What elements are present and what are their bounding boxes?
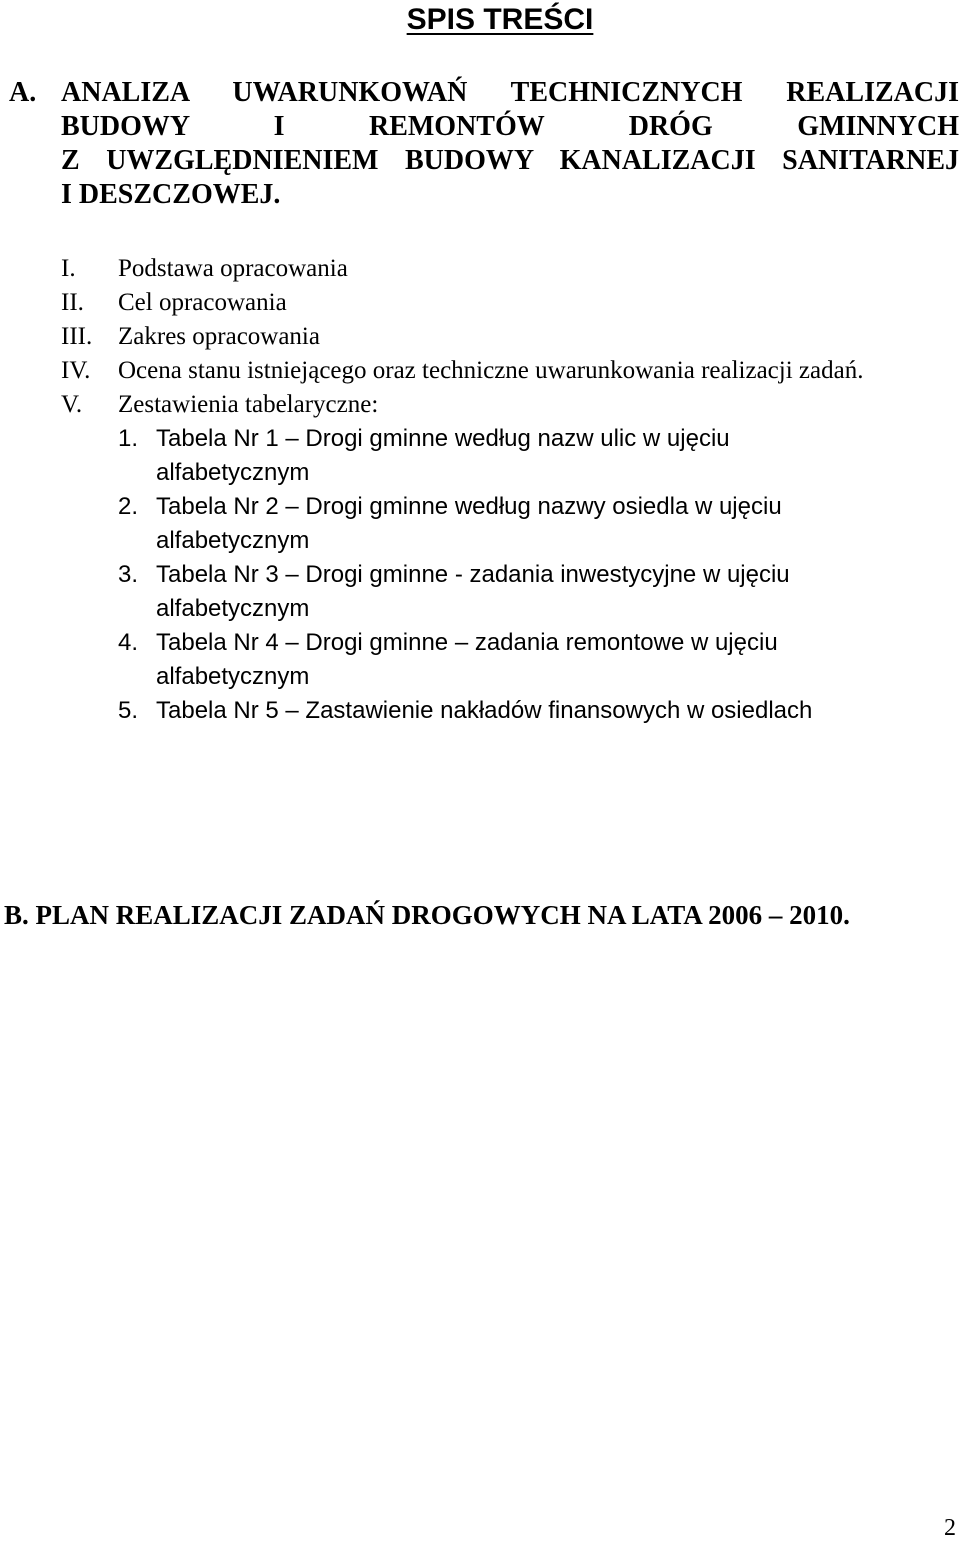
toc-item-number: I. <box>61 255 76 282</box>
toc-subitem-number: 4. <box>118 629 139 656</box>
toc-subitem-line: alfabetycznym <box>156 595 310 622</box>
toc-item-number: II. <box>61 289 84 316</box>
section-a-line: I DESZCZOWEJ. <box>61 179 281 210</box>
toc-subitem <box>118 490 951 558</box>
toc-item <box>61 320 951 354</box>
toc-subitem-line: Tabela Nr 2 – Drogi gminne według nazwy osiedla w ujęciu <box>156 493 782 520</box>
toc-item-number: V. <box>61 391 83 418</box>
section-a-text <box>61 76 959 212</box>
toc-subitems <box>61 422 951 728</box>
page-title: SPIS TREŚCI <box>406 3 594 36</box>
toc-item-label: Ocena stanu istniejącego oraz techniczne uwarunkowania realizacji zadań. <box>118 357 864 384</box>
section-a-line: Z UWZGLĘDNIENIEM BUDOWY KANALIZACJI SANITARNEJ <box>61 145 959 176</box>
toc-subitem-number: 3. <box>118 561 139 588</box>
section-a-line: ANALIZA UWARUNKOWAŃ TECHNICZNYCH REALIZACJI <box>61 77 959 108</box>
toc-subitem-line: alfabetycznym <box>156 459 310 486</box>
toc-item <box>61 252 951 286</box>
section-b-heading: B. PLAN REALIZACJI ZADAŃ DROGOWYCH NA LATA 2006 – 2010. <box>4 900 850 930</box>
toc-subitem-line: alfabetycznym <box>156 527 310 554</box>
table-of-contents <box>61 252 951 728</box>
section-a-heading <box>9 76 959 212</box>
toc-item <box>61 286 951 320</box>
toc-subitem <box>118 694 951 728</box>
toc-subitem-line: Tabela Nr 1 – Drogi gminne według nazw ulic w ujęciu <box>156 425 730 452</box>
toc-subitem-line: Tabela Nr 4 – Drogi gminne – zadania remontowe w ujęciu <box>156 629 778 656</box>
toc-subitem-line: alfabetycznym <box>156 663 310 690</box>
toc-subitem <box>118 422 951 490</box>
toc-item-label: Zestawienia tabelaryczne: <box>118 391 379 418</box>
toc-subitem-number: 5. <box>118 697 139 724</box>
toc-subitem-line: Tabela Nr 3 – Drogi gminne - zadania inwestycyjne w ujęciu <box>156 561 790 588</box>
toc-item-label: Cel opracowania <box>118 289 287 316</box>
toc-subitem-number: 1. <box>118 425 139 452</box>
section-a-line: BUDOWY I REMONTÓW DRÓG GMINNYCH <box>61 111 959 142</box>
toc-item <box>61 388 951 422</box>
page-number: 2 <box>944 1515 956 1541</box>
section-a-letter: A. <box>9 77 37 108</box>
toc-item-label: Podstawa opracowania <box>118 255 348 282</box>
toc-subitem-number: 2. <box>118 493 139 520</box>
toc-item-number: III. <box>61 323 93 350</box>
toc-item-label: Zakres opracowania <box>118 323 320 350</box>
toc-item-number: IV. <box>61 357 91 384</box>
toc-subitem-line: Tabela Nr 5 – Zastawienie nakładów finansowych w osiedlach <box>156 697 813 724</box>
toc-subitem <box>118 626 951 694</box>
toc-item <box>61 354 951 388</box>
toc-subitem <box>118 558 951 626</box>
